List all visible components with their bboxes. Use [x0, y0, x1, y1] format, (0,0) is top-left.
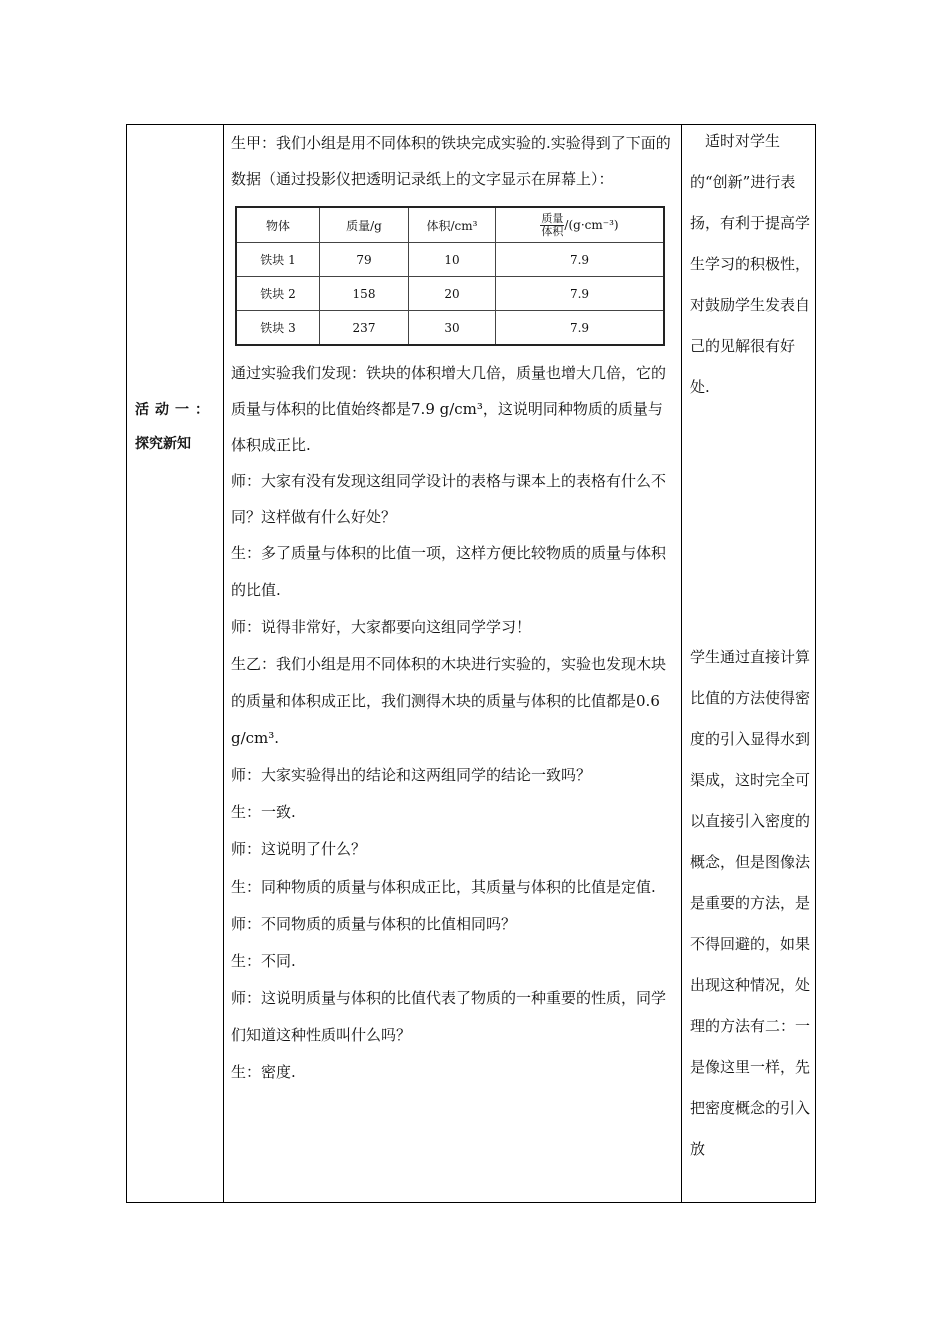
- iron-block-data-table: [235, 206, 665, 346]
- teacher-question-paragraph: 师：大家有没有发现这组同学设计的表格与课本上的表格有什么不同？这样做有什么好处？: [231, 472, 667, 526]
- finding-paragraph: 通过实验我们发现：铁块的体积增大几倍，质量也增大几倍，它的质量与体积的比值始终都是7.9 g/cm³，这说明同种物质的质量与体积成正比.: [231, 364, 667, 454]
- student-agree: 生：一致.: [231, 803, 296, 821]
- table-header-row: [236, 207, 664, 243]
- activity-subtitle: 探究新知: [135, 436, 191, 452]
- teacher-meaning-question: 师：这说明了什么？: [231, 840, 367, 858]
- table-cell: 7.9: [496, 277, 665, 311]
- teacher-praise-paragraph: 师：说得非常好，大家都要向这组同学学习！: [231, 618, 532, 636]
- teacher-property-question: 师：这说明质量与体积的比值代表了物质的一种重要的性质，同学们知道这种性质叫什么吗？: [231, 989, 667, 1044]
- header-mass: 质量/g: [320, 207, 409, 243]
- table-cell: 7.9: [496, 243, 665, 277]
- activity-label: [135, 393, 219, 461]
- note-praise-text: 适时对学生的“创新”进行表扬，有利于提高学生学习的积极性，对鼓励学生发表自己的见解很有好处.: [690, 132, 811, 396]
- table-cell: 158: [320, 277, 409, 311]
- table-cell: 10: [409, 243, 496, 277]
- dialogue-text: [231, 125, 674, 1091]
- table-cell: 20: [409, 277, 496, 311]
- teacher-conclusion-question: 师：大家实验得出的结论和这两组同学的结论一致吗？: [231, 766, 592, 784]
- activity-title: 活动一：: [135, 402, 215, 418]
- header-volume: 体积/cm³: [409, 207, 496, 243]
- table-cell: 铁块 3: [236, 311, 320, 346]
- data-table-wrapper: [235, 206, 665, 346]
- table-cell: 237: [320, 311, 409, 346]
- ratio-fraction: [540, 213, 564, 238]
- header-ratio: [496, 207, 665, 243]
- ratio-denominator: 体积: [541, 224, 564, 238]
- intro-paragraph: 生甲：我们小组是用不同体积的铁块完成实验的.实验得到了下面的数据（通过投影仪把透明记录纸上的文字显示在屏幕上）：: [231, 134, 671, 188]
- table-cell: 铁块 1: [236, 243, 320, 277]
- table-row: [236, 243, 664, 277]
- note-praise: [690, 121, 810, 408]
- student-conclusion: 生：同种物质的质量与体积成正比，其质量与体积的比值是定值.: [231, 878, 656, 896]
- student-density: 生：密度.: [231, 1063, 296, 1081]
- note-method-text: 学生通过直接计算比值的方法使得密度的引入显得水到渠成，这时完全可以直接引入密度的概念，但是图像法是重要的方法，是不得回避的，如果出现这种情况，处理的方法有二：一是像这里一样，先把密度概念的引入放: [690, 648, 811, 1158]
- note-method: [690, 637, 810, 1170]
- table-row: [236, 277, 664, 311]
- content-column: [225, 125, 680, 1202]
- ratio-numerator: 质量: [541, 211, 564, 225]
- notes-column: [681, 125, 815, 1202]
- table-cell: 铁块 2: [236, 277, 320, 311]
- student-b-paragraph: 生乙：我们小组是用不同体积的木块进行实验的，实验也发现木块的质量和体积成正比，我们测得木块的质量与体积的比值都是0.6 g/cm³.: [231, 655, 667, 747]
- table-cell: 79: [320, 243, 409, 277]
- table-cell: 7.9: [496, 311, 665, 346]
- activity-column: [127, 125, 224, 1202]
- header-object: 物体: [236, 207, 320, 243]
- student-answer-paragraph: 生：多了质量与体积的比值一项，这样方便比较物质的质量与体积的比值.: [231, 544, 667, 599]
- student-different: 生：不同.: [231, 952, 296, 970]
- teacher-different-question: 师：不同物质的质量与体积的比值相同吗？: [231, 915, 517, 933]
- table-row: [236, 311, 664, 346]
- table-cell: 30: [409, 311, 496, 346]
- lesson-table: [126, 124, 816, 1203]
- ratio-unit: /(g·cm⁻³): [564, 217, 619, 232]
